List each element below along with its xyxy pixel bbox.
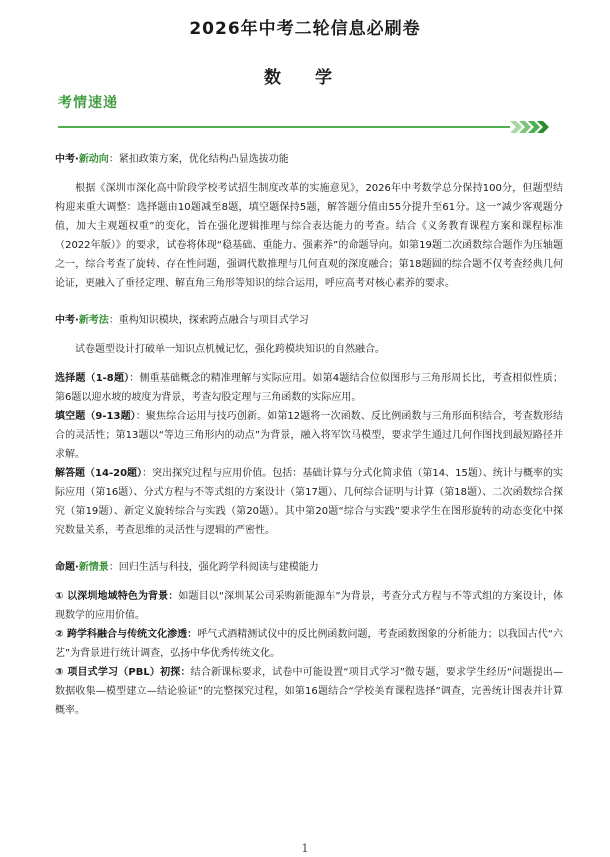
subject-title: 数 学 [264,68,346,88]
paragraph-choice-questions [55,369,563,407]
item-label: 选择题（1-8题） [55,373,130,384]
item-label: ③ 项目式学习（PBL）初探： [55,667,191,678]
item-label: ① 以深圳地域特色为背景： [55,591,179,602]
heading-tag: 新考法 [78,315,109,326]
page-number: 1 [301,842,309,855]
item-text: 呼气式酒精测试仪中的反比例函数问题，考查函数图象的分析能力；以我国古代“六艺”为背景进行统计调查，弘扬中华优秀传统文化。 [55,629,563,659]
heading-tag: 新情景 [78,562,109,573]
heading-prefix: 中考· [55,315,79,326]
list-item-shenzhen [55,587,563,625]
subsection-heading-new-method [55,311,563,330]
item-label: 填空题（9-13题） [55,411,136,422]
content-body [55,150,563,720]
list-item-interdisciplinary [55,625,563,663]
subsection-heading-new-trend [55,150,563,169]
item-text: 结合新课标要求，试卷中可能设置“项目式学习”微专题，要求学生经历“问题提出—数据收集—模型建立—结论验证”的完整探究过程，如第16题结合“学校美育课程选择”调查，完善统计图表并计算概率。 [55,667,563,716]
item-text: 如题目以“深圳某公司采购新能源车”为背景，考查分式方程与不等式组的方案设计，体现数学的应用价值。 [55,591,563,621]
subsection-heading-new-scenario [55,558,563,577]
item-label: 解答题（14-20题） [55,468,143,479]
heading-prefix: 命题· [55,562,79,573]
chevron-arrows-icon [510,119,550,135]
item-text: ：突出探究过程与应用价值。包括：基础计算与分式化简求值（第14、15题）、统计与概率的实际应用（第16题）、分式方程与不等式组的方案设计（第17题）、几何综合证明与计算（第18题）、二次函数综合探究（第19题）、新定义旋转综合与实践（第20题）。其中第20题“综合与实践”要求学生在图形旋转的动态变化中探究数量关系，考查思维的灵活性与逻辑的严密性。 [55,468,564,536]
section-divider [58,126,510,128]
paragraph-new-trend: 根据《深圳市深化高中阶段学校考试招生制度改革的实施意见》，2026年中考数学总分保持100分，但题型结构迎来重大调整：选择题由10题减至8题，填空题保持5题，解答题分值由55分提升至61分。这一“减少客观题分值，加大主观题权重”的变化，旨在强化逻辑推理与综合表达能力的考查。结合《义务教育课程方案和课程标准（2022年版）》的要求，试卷将体现“稳基础、重能力、强素养”的命题导向。如第19题二次函数综合题作为压轴题之一，综合考查了旋转、存在性问题，强调代数推理与几何直观的深度融合；第18题圆的综合题不仅考查经典几何论证，更融入了垂径定理、解直角三角形等知识的综合运用，呼应高考对核心素养的要求。 [55,183,563,289]
heading-rest: ：回归生活与科技，强化跨学科阅读与建模能力 [108,562,319,573]
item-text: ：聚焦综合运用与技巧创新。如第12题将一次函数、反比例函数与三角形面积结合，考查数形结合的灵活性；第13题以“等边三角形内的动点”为背景，融入将军饮马模型，要求学生通过几何作图找到最短路径并求解。 [55,411,563,460]
paragraph-new-method-intro: 试卷题型设计打破单一知识点机械记忆，强化跨模块知识的自然融合。 [75,344,385,355]
section-heading: 考情速递 [58,95,118,111]
item-label: ② 跨学科融合与传统文化渗透： [55,629,198,640]
item-text: ：侧重基础概念的精准理解与实际应用。如第4题结合位似图形与三角形周长比，考查相似性质；第6题以迎水坡的坡度为背景，考查勾股定理与三角函数的实际应用。 [55,373,563,403]
heading-prefix: 中考· [55,154,79,165]
paragraph-answer-questions [55,464,563,540]
paragraph-fill-questions [55,407,563,464]
document-title: 2026年中考二轮信息必刷卷 [189,19,421,39]
list-item-pbl [55,663,563,720]
heading-rest: ：重构知识模块，探索跨点融合与项目式学习 [108,315,309,326]
heading-tag: 新动向 [78,154,109,165]
heading-rest: ：紧扣政策方案，优化结构凸显选拔功能 [108,154,289,165]
